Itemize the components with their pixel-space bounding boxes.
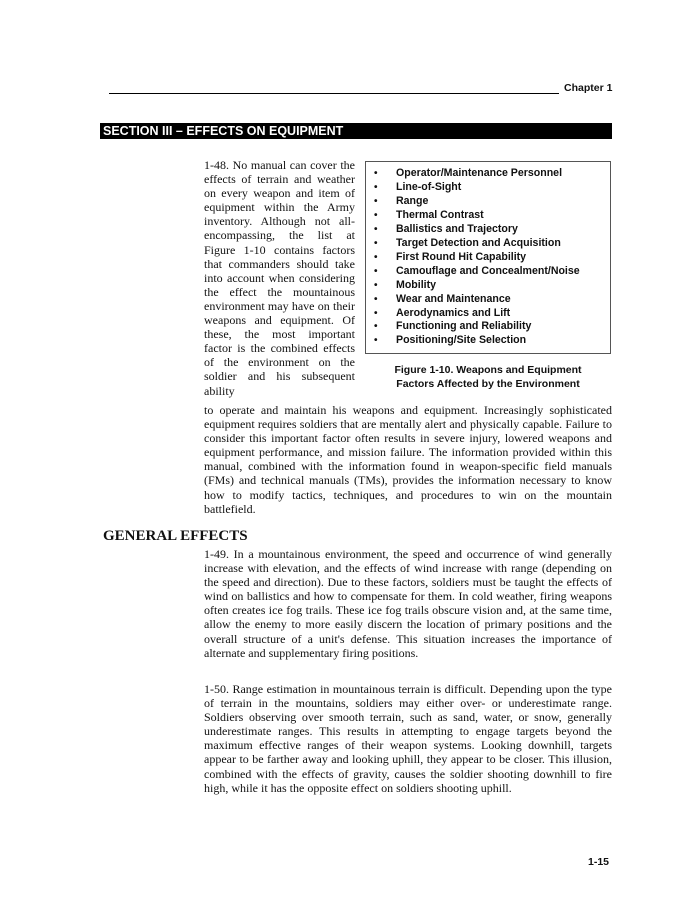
general-effects-heading: GENERAL EFFECTS — [103, 528, 248, 544]
bullet-icon: • — [374, 321, 378, 333]
factor-list-item — [374, 251, 610, 265]
section-title: SECTION III – EFFECTS ON EQUIPMENT — [100, 123, 612, 139]
paragraph-1-48-continued: to operate and maintain his weapons and equipment. Increasingly sophisticated equipment requires soldiers that are mentally alert and physically capable. Failure to consider this important factor often results in severe injury, lowered weapons and equipment performance, and mission failure. The information provided within this manual, combined with the information found in weapon-specific field manuals (FMs) and technical manuals (TMs), provides the information necessary to know how to modify tactics, techniques, and procedures to win on the mountain battlefield. — [204, 403, 612, 516]
factor-list-item — [374, 167, 610, 181]
factor-list-item — [374, 265, 610, 279]
bullet-icon: • — [374, 307, 378, 319]
factor-list-item — [374, 195, 610, 209]
bullet-icon: • — [374, 223, 378, 235]
factor-list-item — [374, 307, 610, 321]
header-rule — [109, 93, 559, 94]
bullet-icon: • — [374, 209, 378, 221]
figure-1-10-box — [365, 161, 611, 354]
factor-label: Positioning/Site Selection — [396, 334, 527, 347]
bullet-icon: • — [374, 195, 378, 207]
factor-label: Functioning and Reliability — [396, 320, 532, 333]
bullet-icon: • — [374, 279, 378, 291]
factor-label: Aerodynamics and Lift — [396, 306, 511, 319]
bullet-icon: • — [374, 181, 378, 193]
factor-label: Thermal Contrast — [396, 208, 484, 221]
factor-list-item — [374, 209, 610, 223]
bullet-icon: • — [374, 335, 378, 347]
factor-label: Camouflage and Concealment/Noise — [396, 264, 580, 277]
factor-list-item — [374, 320, 610, 334]
factor-label: Operator/Maintenance Personnel — [396, 167, 563, 179]
figure-caption — [365, 363, 611, 391]
bullet-icon: • — [374, 293, 378, 305]
factor-list-item — [374, 334, 610, 348]
paragraph-1-49: 1-49. In a mountainous environment, the speed and occurrence of wind generally increase with elevation, and the effects of wind increase with range (depending on the speed and direction). Due to these factors, soldiers must be taught the effects of wind on ballistics and how to compensate for them. In cold weather, firing weapons often creates ice fog trails. These ice fog trails obscure vision and, at the same time, allow the enemy to more easily discern the location of primary positions and the overall structure of a unit's defense. This situation increases the importance of alternate and supplementary firing positions. — [204, 547, 612, 660]
factor-list-item — [374, 279, 610, 293]
factor-label: Mobility — [396, 278, 437, 291]
factor-list — [366, 162, 610, 348]
bullet-icon: • — [374, 265, 378, 277]
factor-label: Ballistics and Trajectory — [396, 222, 518, 235]
factor-label: Target Detection and Acquisition — [396, 236, 561, 249]
factor-label: Wear and Maintenance — [396, 292, 511, 305]
paragraph-1-50: 1-50. Range estimation in mountainous terrain is difficult. Depending upon the type of terrain in the mountains, soldiers may either over- or underestimate range. Soldiers observing over smooth terrain, such as sand, water, or snow, generally underestimate ranges. This results in attempting to engage targets beyond the maximum effective ranges of their weapon systems. Looking downhill, targets appear to be farther away and looking uphill, they appear to be closer. This illusion, combined with the effects of gravity, causes the soldier shooting downhill to fire high, while it has the opposite effect on soldiers shooting uphill. — [204, 682, 612, 795]
chapter-label: Chapter 1 — [564, 82, 613, 94]
factor-label: Line-of-Sight — [396, 180, 462, 193]
page-number: 1-15 — [588, 856, 610, 868]
factor-label: Range — [396, 194, 429, 207]
bullet-icon: • — [374, 237, 378, 249]
factor-list-item — [374, 293, 610, 307]
factor-label: First Round Hit Capability — [396, 250, 527, 263]
factor-list-item — [374, 223, 610, 237]
figure-caption-line1: Figure 1-10. Weapons and Equipment — [394, 364, 582, 376]
paragraph-1-48-narrow: 1-48. No manual can cover the effects of terrain and weather on every weapon and item of equipment within the Army inventory. Although not all-encompassing, the list at Figure 1-10 contains factors that commanders should take into account when considering the effect the mountainous environment may have on their weapons and equipment. Of these, the most important factor is the combined effects of the environment on the soldier and his subsequent ability — [204, 158, 355, 398]
bullet-icon: • — [374, 251, 378, 263]
bullet-icon: • — [374, 168, 378, 179]
factor-list-item — [374, 181, 610, 195]
factor-list-item — [374, 237, 610, 251]
figure-caption-line2: Factors Affected by the Environment — [396, 378, 580, 390]
